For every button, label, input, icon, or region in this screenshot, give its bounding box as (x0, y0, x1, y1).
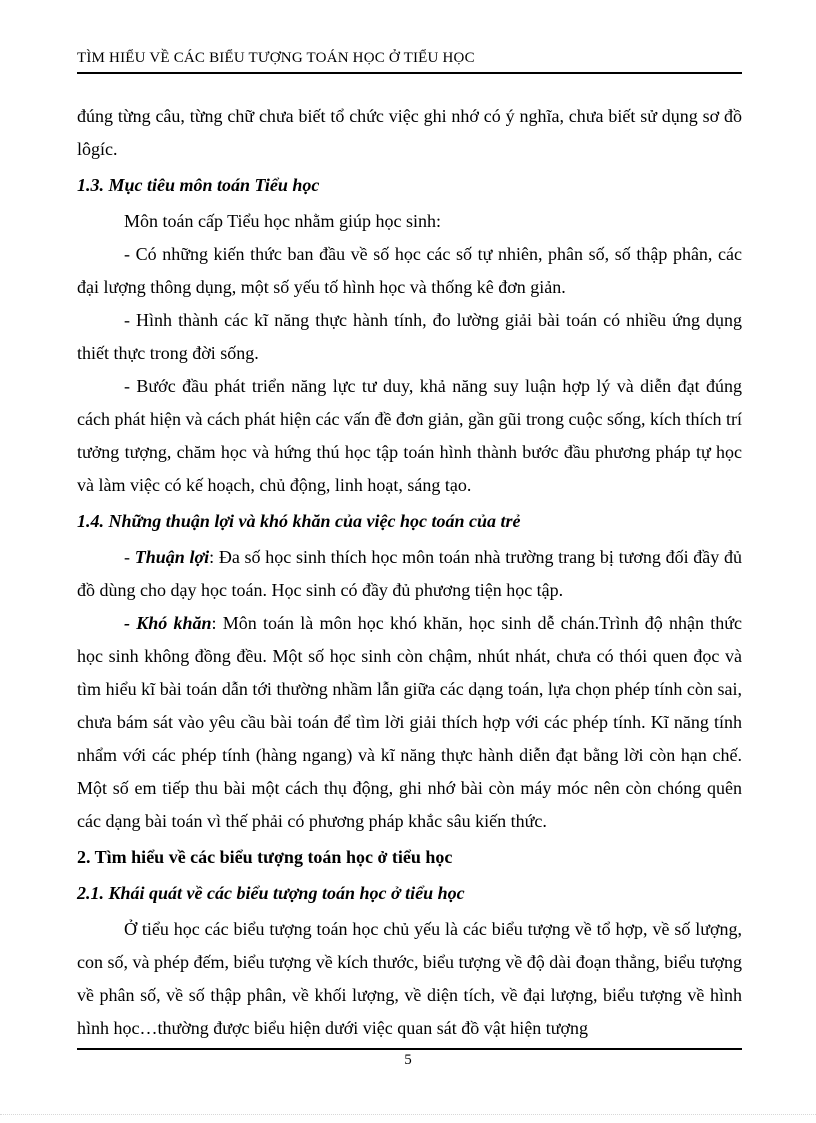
paragraph-continuation: đúng từng câu, từng chữ chưa biết tổ chức việc ghi nhớ có ý nghĩa, chưa biết sử dụng sơ đồ lôgíc. (77, 106, 742, 159)
advantages-keyword: Thuận lợi (134, 547, 210, 567)
paragraph-goal-knowledge: - Có những kiến thức ban đầu về số học các số tự nhiên, phân số, số thập phân, các đại lượng thông dụng, một số yếu tố hình học và thống kê đơn giản. (77, 244, 742, 297)
difficulties-text: : Môn toán là môn học khó khăn, học sinh dễ chán.Trình độ nhận thức học sinh không đồng đều. Một số học sinh còn chậm, nhút nhát, chưa có thói quen đọc và tìm hiểu kĩ bài toán dẫn tới thường nhầm lẫn giữa các dạng toán, lựa chọn phép tính còn sai, chưa bám sát vào yêu cầu bài toán để tìm lời giải thích hợp với các phép tính. Kĩ năng tính nhẩm với các phép tính (hàng ngang) và kĩ năng thực hành diễn đạt bằng lời còn hạn chế. Một số em tiếp thu bài một cách thụ động, ghi nhớ bài còn máy móc nên còn chóng quên các dạng bài toán vì thế phải có phương pháp khắc sâu kiến thức. (77, 613, 742, 831)
paragraph-intro: Môn toán cấp Tiểu học nhằm giúp học sinh: (124, 211, 441, 231)
section-heading-1-4: 1.4. Những thuận lợi và khó khăn của việc học toán của trẻ (77, 511, 521, 531)
advantages-dash: - (124, 547, 135, 567)
section-heading-2: 2. Tìm hiểu về các biểu tượng toán học ở tiểu học (77, 847, 453, 867)
paragraph-goal-skills: - Hình thành các kĩ năng thực hành tính, đo lường giải bài toán có nhiều ứng dụng thiết thực trong đời sống. (77, 310, 742, 363)
running-header: TÌM HIỂU VỀ CÁC BIỂU TƯỢNG TOÁN HỌC Ở TIỂU HỌC (77, 50, 475, 66)
paragraph-goal-thinking: - Bước đầu phát triển năng lực tư duy, khả năng suy luận hợp lý và diễn đạt đúng cách phát hiện và cách phát hiện các vấn đề đơn giản, gần gũi trong cuộc sống, kích thích trí tưởng tượng, chăm học và hứng thú học tập toán hình thành bước đầu phương pháp tự học và làm việc có kế hoạch, chủ động, linh hoạt, sáng tạo. (77, 376, 742, 495)
section-heading-1-3: 1.3. Mục tiêu môn toán Tiểu học (77, 175, 320, 195)
page-number: 5 (404, 1052, 412, 1068)
footer-divider (77, 1048, 742, 1050)
paragraph-advantages (77, 541, 742, 607)
page-edge-dotted-line (0, 1114, 816, 1115)
advantages-text: : Đa số học sinh thích học môn toán nhà trường trang bị tương đối đầy đủ đồ dùng cho dạy học toán. Học sinh có đầy đủ phương tiện học tập. (77, 547, 742, 600)
section-heading-2-1: 2.1. Khái quát về các biểu tượng toán học ở tiểu học (77, 883, 465, 903)
difficulties-keyword: - Khó khăn (124, 613, 212, 633)
header-divider (77, 72, 742, 74)
paragraph-overview: Ở tiểu học các biểu tượng toán học chủ yếu là các biểu tượng về tổ hợp, về số lượng, con số, và phép đếm, biểu tượng về kích thước, biểu tượng về độ dài đoạn thẳng, biểu tượng về phân số, về số thập phân, về khối lượng, về diện tích, về đại lượng, biểu tượng về hình hình học…thường được biểu hiện dưới việc quan sát đồ vật hiện tượng (77, 919, 742, 1038)
page-body (77, 100, 742, 1045)
paragraph-difficulties (77, 607, 742, 838)
